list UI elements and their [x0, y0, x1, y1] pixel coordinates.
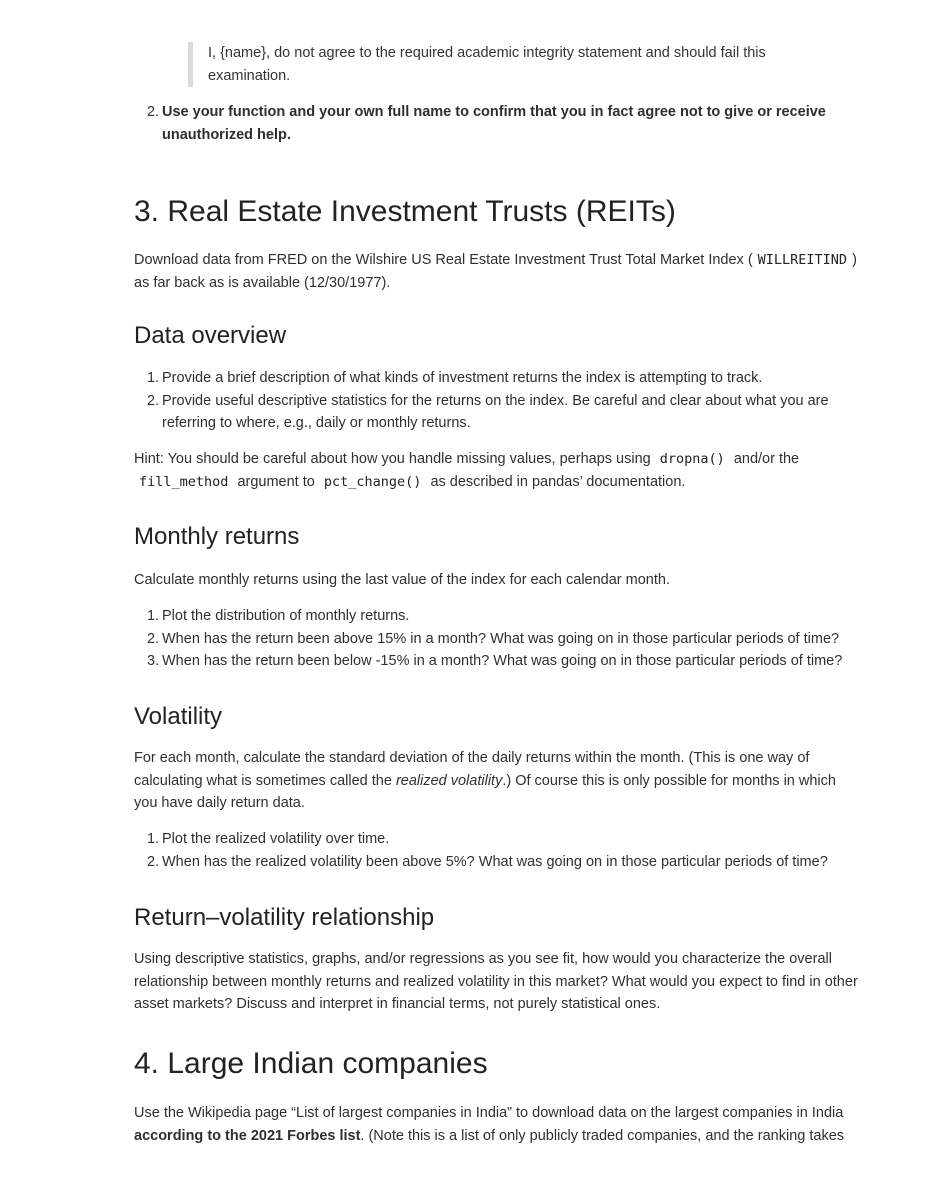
volatility-text-2: .) Of course this is only possible for months in which you have daily return data.	[134, 772, 836, 811]
list-item	[134, 628, 859, 651]
hint-paragraph	[134, 448, 859, 493]
volatility-emphasis: realized volatility	[395, 772, 503, 789]
volatility-text: For each month, calculate the standard deviation of the daily returns within the month. (This is one way of calculating what is sometimes called the	[134, 750, 810, 789]
list-number: 2.	[147, 853, 160, 870]
hint-code-fill-method: fill_method	[139, 473, 229, 490]
list-item-text: Provide a brief description of what kinds of investment returns the index is attempting to track.	[162, 370, 763, 386]
quote-text: I, {name}, do not agree to the required academic integrity statement and should fail this examination.	[208, 45, 766, 84]
relationship-paragraph: Using descriptive statistics, graphs, and/or regressions as you see fit, how would you characterize the overall relationship between monthly returns and realized volatility in this market? What would you expect to find in other asset markets? Discuss and interpret in financial terms, not purely statistical ones.	[134, 951, 858, 1012]
list-item-text: When has the return been above 15% in a month? What was going on in those particular periods of time?	[162, 630, 840, 647]
list-item-text: Provide useful descriptive statistics for the returns on the index. Be careful and clear about what you are referring to where, e.g., daily or monthly returns.	[162, 392, 829, 431]
volatility-heading: Volatility	[134, 703, 223, 730]
list-number: 1.	[147, 370, 160, 386]
list-item	[134, 101, 859, 146]
relationship-heading: Return–volatility relationship	[134, 904, 435, 931]
list-number: 1.	[147, 831, 160, 847]
list-item-text: Plot the realized volatility over time.	[162, 831, 390, 847]
hint-text: argument to	[237, 473, 315, 490]
section-4-heading: 4. Large Indian companies	[134, 1047, 488, 1080]
intro-code: WILLREITIND	[757, 252, 848, 268]
section-4-text: Use the Wikipedia page “List of largest companies in India” to download data on the largest companies in India	[134, 1105, 844, 1121]
monthly-returns-list	[134, 605, 859, 673]
list-number: 2.	[147, 104, 160, 120]
list-item	[134, 390, 859, 435]
section-4-intro	[134, 1102, 859, 1147]
section-4-text-2: . (Note this is a list of only publicly traded companies, and the ranking takes	[360, 1127, 845, 1144]
section-3-intro	[134, 249, 859, 294]
hint-text: Hint: You should be careful about how you handle missing values, perhaps using	[134, 451, 651, 467]
data-overview-heading: Data overview	[134, 322, 287, 349]
list-item-text: Use your function and your own full name to confirm that you in fact agree not to give or receive unauthorized help.	[162, 104, 826, 143]
list-item	[134, 828, 859, 851]
hint-code-dropna: dropna()	[659, 451, 725, 467]
list-item	[134, 367, 859, 390]
monthly-returns-heading: Monthly returns	[134, 523, 300, 550]
monthly-returns-intro: Calculate monthly returns using the last value of the index for each calendar month.	[134, 572, 670, 588]
integrity-list	[134, 101, 859, 146]
list-number: 1.	[147, 608, 160, 624]
list-number: 2.	[147, 630, 160, 647]
list-item	[134, 605, 859, 628]
integrity-quote	[188, 42, 848, 87]
hint-text: as described in pandas’ documentation.	[430, 473, 686, 490]
intro-text: Download data from FRED on the Wilshire US Real Estate Investment Trust Total Market Index (	[134, 252, 753, 268]
section-4-bold: according to the 2021 Forbes list	[134, 1127, 361, 1144]
list-item	[134, 650, 859, 673]
section-3-heading: 3. Real Estate Investment Trusts (REITs)	[134, 195, 676, 228]
list-number: 2.	[147, 392, 160, 409]
data-overview-list	[134, 367, 859, 435]
list-item	[134, 851, 859, 874]
volatility-intro	[134, 747, 859, 815]
list-item-text: When has the return been below -15% in a month? What was going on in those particular periods of time?	[162, 653, 843, 669]
hint-code-pct-change: pct_change()	[323, 473, 422, 490]
intro-text-2: ) as far back as is available (12/30/1977).	[134, 252, 857, 291]
hint-text: and/or the	[733, 451, 800, 467]
list-item-text: Plot the distribution of monthly returns.	[162, 608, 410, 624]
volatility-list	[134, 828, 859, 873]
list-item-text: When has the realized volatility been above 5%? What was going on in those particular periods of time?	[162, 853, 828, 870]
list-number: 3.	[147, 653, 160, 669]
